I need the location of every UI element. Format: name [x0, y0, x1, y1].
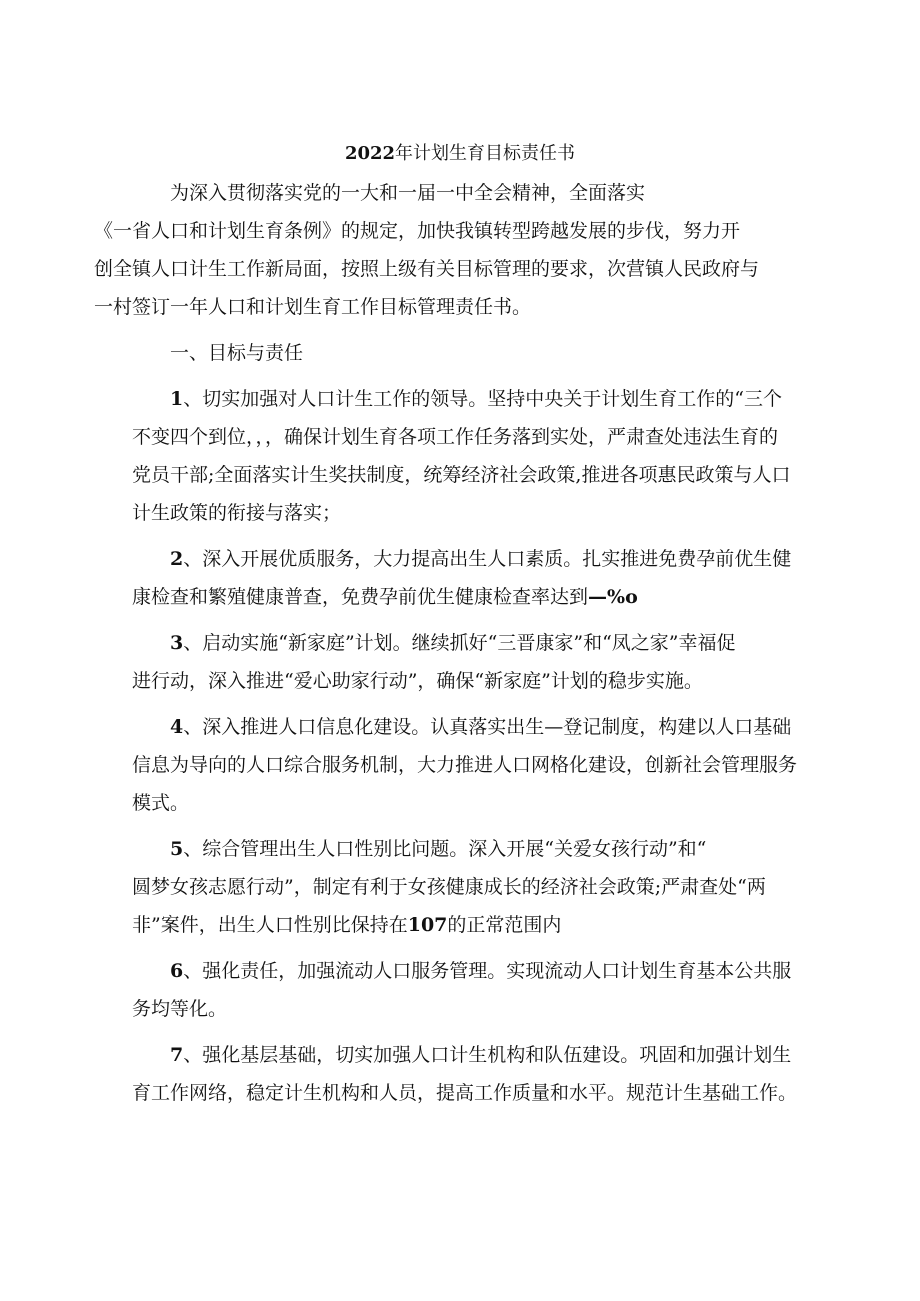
- document-body: [94, 174, 798, 1120]
- item-line: 、切实加强对人口计生工作的领导。坚持中央关于计划生育工作的“三个: [183, 388, 782, 410]
- item-line: 、强化基层基础，切实加强人口计生机构和队伍建设。巩固和加强计划生: [183, 1044, 792, 1066]
- item-line: 、深入开展优质服务，大力提高出生人口素质。扎实推进免费孕前优生健: [183, 548, 792, 570]
- item-line: 、深入推进人口信息化建设。认真落实出生—登记制度，构建以人口基础: [183, 716, 792, 738]
- item-line: 康检查和繁殖健康普查，免费孕前优生健康检查率达到: [132, 586, 589, 608]
- intro-line: 创全镇人口计生工作新局面，按照上级有关目标管理的要求，次营镇人民政府与: [94, 258, 760, 280]
- item-number: 4: [170, 716, 184, 738]
- item-line: 模式。: [132, 792, 190, 814]
- item-line: 计生政策的衔接与落实；: [132, 502, 342, 524]
- intro-line: 《一省人口和计划生育条例》的规定，加快我镇转型跨越发展的步伐，努力开: [94, 220, 741, 242]
- intro-line: 一村签订一年人口和计划生育工作目标管理责任书。: [94, 296, 532, 318]
- item-line: 育工作网络，稳定计生机构和人员，提高工作质量和水平。规范计生基础工作。: [132, 1082, 798, 1104]
- rate-blank: —%o: [588, 586, 638, 608]
- title-year: 2022: [344, 143, 396, 164]
- intro-paragraph: [94, 174, 792, 326]
- item-number: 5: [170, 838, 184, 860]
- goal-item-4: [132, 708, 798, 822]
- item-line-tail: 的正常范围内: [447, 914, 562, 936]
- item-line: 、综合管理出生人口性别比问题。深入开展“关爱女孩行动”和“: [183, 838, 707, 860]
- item-line: 圆梦女孩志愿行动”，制定有利于女孩健康成长的经济社会政策;严肃查处“两: [132, 876, 766, 898]
- item-line: 党员干部;全面落实计生奖扶制度，统筹经济社会政策,推进各项惠民政策与人口: [132, 464, 791, 486]
- title-text: 年计划生育目标责任书: [395, 143, 576, 164]
- item-line: 信息为导向的人口综合服务机制，大力推进人口网格化建设，创新社会管理服务: [132, 754, 798, 776]
- goal-item-7: [132, 1036, 798, 1112]
- section-heading: 一、目标与责任: [170, 342, 304, 364]
- item-number: 3: [170, 632, 184, 654]
- item-line: 、启动实施“新家庭”计划。继续抓好“三晋康家”和“凤之家”幸福促: [183, 632, 736, 654]
- intro-line: 为深入贯彻落实党的一大和一届一中全会精神，全面落实: [170, 182, 646, 204]
- item-line: 不变四个到位，，，确保计划生育各项工作任务落到实处，严肃查处违法生育的: [132, 426, 779, 448]
- item-line: 务均等化。: [132, 998, 228, 1020]
- goal-item-5: [132, 830, 792, 944]
- goal-item-2: [132, 540, 792, 616]
- item-line: 非”案件，出生人口性别比保持在: [132, 914, 408, 936]
- goal-item-1: [132, 380, 792, 532]
- goal-item-3: [132, 624, 792, 700]
- sex-ratio-value: 107: [407, 914, 448, 936]
- document-title: [0, 140, 920, 168]
- item-line: 、强化责任，加强流动人口服务管理。实现流动人口计划生育基本公共服: [183, 960, 792, 982]
- item-number: 6: [170, 960, 184, 982]
- item-number: 2: [170, 548, 184, 570]
- item-line: 进行动，深入推进“爱心助家行动”，确保“新家庭”计划的稳步实施。: [132, 670, 703, 692]
- item-number: 7: [170, 1044, 184, 1066]
- goal-item-6: [132, 952, 792, 1028]
- item-number: 1: [170, 388, 184, 410]
